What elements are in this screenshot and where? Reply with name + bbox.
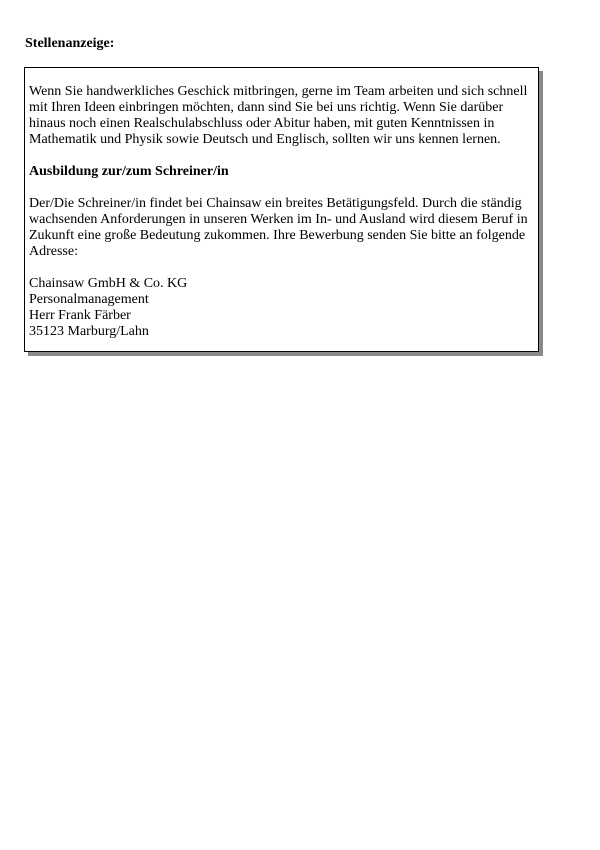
- page-title: Stellenanzeige:: [25, 36, 115, 51]
- address-contact: Herr Frank Färber: [29, 308, 131, 323]
- address-company: Chainsaw GmbH & Co. KG: [29, 276, 188, 291]
- address-department: Personalmanagement: [29, 292, 149, 307]
- job-title-heading: Ausbildung zur/zum Schreiner/in: [29, 164, 229, 179]
- address-block: [29, 276, 534, 340]
- intro-paragraph: Wenn Sie handwerkliches Geschick mitbringen, gerne im Team arbeiten und sich schnell mit Ihren Ideen einbringen möchten, dann sind Sie bei uns richtig. Wenn Sie darüber hinaus noch einen Realschulabschluss oder Abitur haben, mit guten Kenntnissen in Mathematik und Physik sowie Deutsch und Englisch, sollten wir uns kennen lernen.: [29, 84, 528, 147]
- address-city: 35123 Marburg/Lahn: [29, 324, 149, 339]
- job-ad-box: [24, 67, 539, 352]
- description-paragraph: Der/Die Schreiner/in findet bei Chainsaw ein breites Betätigungsfeld. Durch die ständig wachsenden Anforderungen in unseren Werken im In- und Ausland wird diesem Beruf in Zukunft eine große Bedeutung zukommen. Ihre Bewerbung senden Sie bitte an folgende Adresse:: [29, 196, 528, 259]
